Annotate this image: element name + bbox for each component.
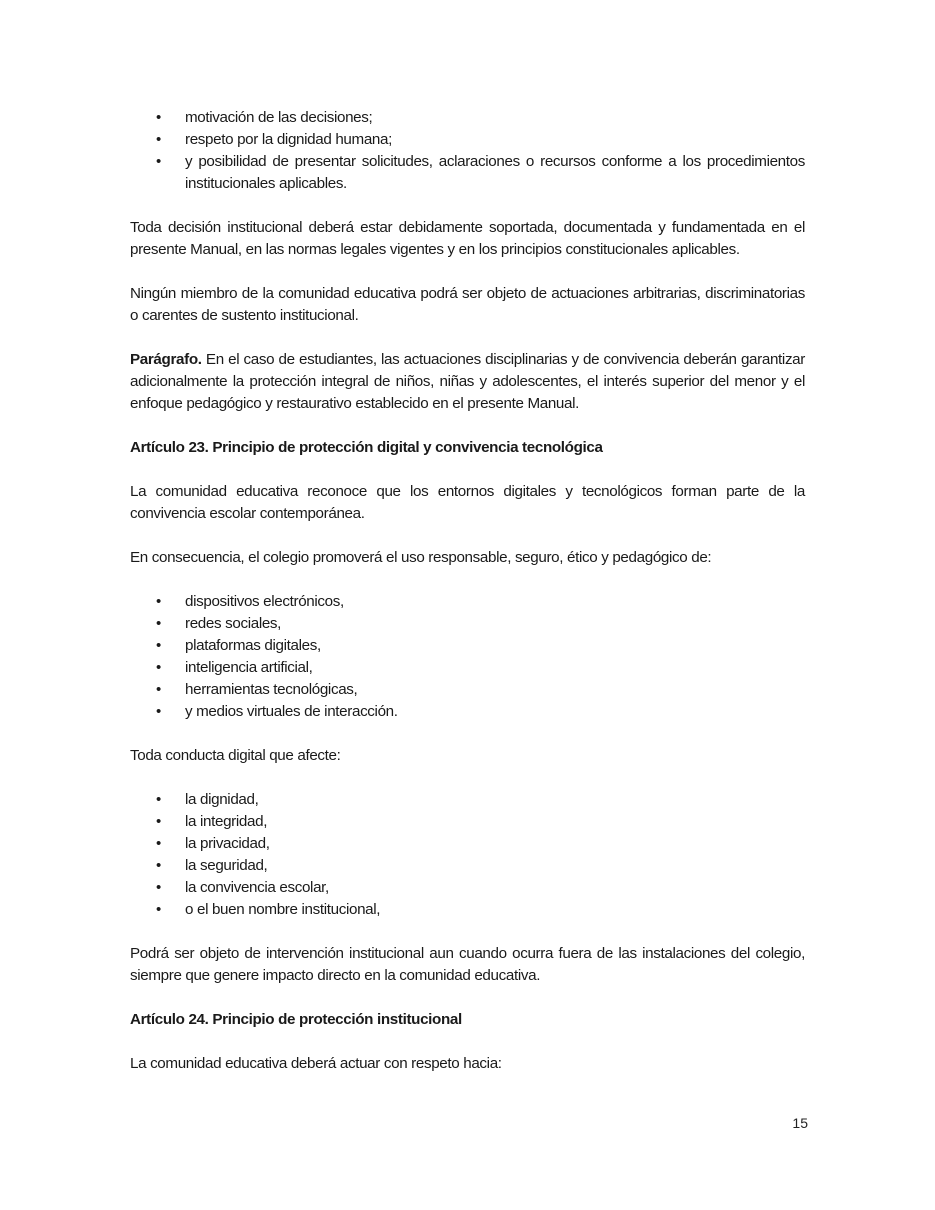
list-item: • motivación de las decisiones; bbox=[130, 107, 805, 129]
bullet-list-rights bbox=[130, 107, 805, 195]
article-23-lead-2: Toda conducta digital que afecte: bbox=[130, 747, 341, 764]
document-body bbox=[130, 107, 805, 1075]
list-item: • la convivencia escolar, bbox=[130, 877, 805, 899]
list-item: • respeto por la dignidad humana; bbox=[130, 129, 805, 151]
article-23-closing: Podrá ser objeto de intervención institucional aun cuando ocurra fuera de las instalaciones del colegio, siempre que genere impacto directo en la comunidad educativa. bbox=[130, 945, 805, 984]
paragraph-paragrafo bbox=[130, 349, 805, 415]
list-item: • o el buen nombre institucional, bbox=[130, 899, 805, 921]
page-number: 15 bbox=[792, 1115, 808, 1131]
paragraph-no-arbitrary: Ningún miembro de la comunidad educativa podrá ser objeto de actuaciones arbitrarias, discriminatorias o carentes de sustento institucional. bbox=[130, 285, 805, 324]
list-item: • herramientas tecnológicas, bbox=[130, 679, 805, 701]
article-24-intro: La comunidad educativa deberá actuar con respeto hacia: bbox=[130, 1055, 502, 1072]
paragrafo-text: En el caso de estudiantes, las actuaciones disciplinarias y de convivencia deberán garantizar adicionalmente la protección integral de niños, niñas y adolescentes, el interés superior del menor y el enfoque pedagógico y restaurativo establecido en el presente Manual. bbox=[130, 351, 805, 412]
article-23-intro: La comunidad educativa reconoce que los entornos digitales y tecnológicos forman parte de la convivencia escolar contemporánea. bbox=[130, 483, 805, 522]
list-item: • la dignidad, bbox=[130, 789, 805, 811]
list-item: • y medios virtuales de interacción. bbox=[130, 701, 805, 723]
bullet-list-digital-tools bbox=[130, 591, 805, 723]
list-item: • inteligencia artificial, bbox=[130, 657, 805, 679]
paragrafo-label: Parágrafo. bbox=[130, 351, 202, 368]
article-24-heading: Artículo 24. Principio de protección institucional bbox=[130, 1011, 462, 1028]
paragraph-decision-support: Toda decisión institucional deberá estar debidamente soportada, documentada y fundamentada en el presente Manual, en las normas legales vigentes y en los principios constitucionales aplicables. bbox=[130, 219, 805, 258]
list-item: • dispositivos electrónicos, bbox=[130, 591, 805, 613]
article-23-lead: En consecuencia, el colegio promoverá el uso responsable, seguro, ético y pedagógico de: bbox=[130, 549, 712, 566]
list-item: • la privacidad, bbox=[130, 833, 805, 855]
bullet-list-affected-values bbox=[130, 789, 805, 921]
article-23-heading: Artículo 23. Principio de protección digital y convivencia tecnológica bbox=[130, 439, 603, 456]
list-item: • y posibilidad de presentar solicitudes, aclaraciones o recursos conforme a los procedimientos institucionales aplicables. bbox=[130, 151, 805, 195]
list-item: • redes sociales, bbox=[130, 613, 805, 635]
list-item: • la seguridad, bbox=[130, 855, 805, 877]
list-item: • la integridad, bbox=[130, 811, 805, 833]
list-item: • plataformas digitales, bbox=[130, 635, 805, 657]
